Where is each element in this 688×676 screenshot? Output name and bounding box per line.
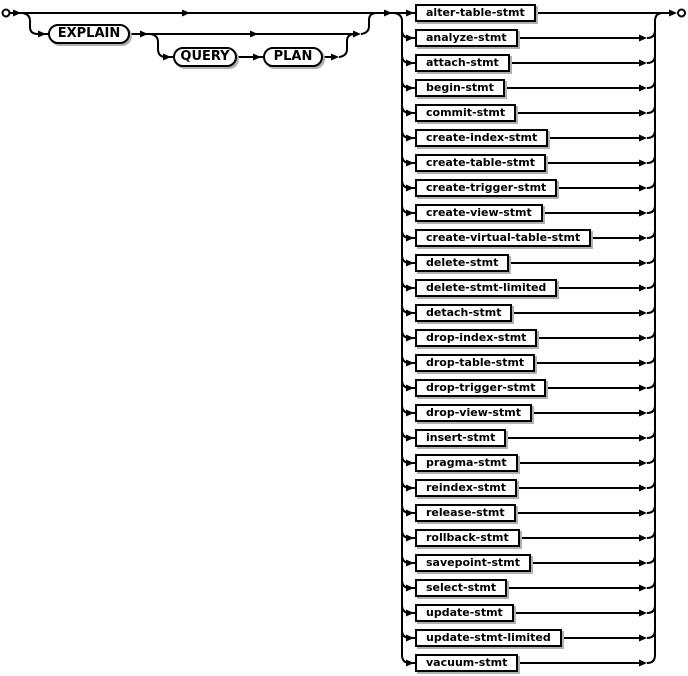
stmt-box-drop-trigger-stmt[interactable]: drop-trigger-stmt: [415, 379, 546, 397]
stmt-box-analyze-stmt[interactable]: analyze-stmt: [415, 29, 518, 47]
stmt-box-create-table-stmt[interactable]: create-table-stmt: [415, 154, 546, 172]
stmt-box-create-virtual-table-stmt[interactable]: create-virtual-table-stmt: [415, 229, 591, 247]
keyword-plan: PLAN: [263, 47, 323, 67]
stmt-box-update-stmt[interactable]: update-stmt: [415, 604, 514, 622]
stmt-box-create-trigger-stmt[interactable]: create-trigger-stmt: [415, 179, 557, 197]
stmt-box-rollback-stmt[interactable]: rollback-stmt: [415, 529, 520, 547]
stmt-box-release-stmt[interactable]: release-stmt: [415, 504, 516, 522]
stmt-box-alter-table-stmt[interactable]: alter-table-stmt: [415, 4, 536, 22]
stmt-box-reindex-stmt[interactable]: reindex-stmt: [415, 479, 517, 497]
keyword-query: QUERY: [173, 47, 237, 67]
stmt-box-drop-table-stmt[interactable]: drop-table-stmt: [415, 354, 535, 372]
stmt-box-pragma-stmt[interactable]: pragma-stmt: [415, 454, 518, 472]
stmt-box-detach-stmt[interactable]: detach-stmt: [415, 304, 512, 322]
stmt-box-commit-stmt[interactable]: commit-stmt: [415, 104, 516, 122]
stmt-box-delete-stmt-limited[interactable]: delete-stmt-limited: [415, 279, 557, 297]
stmt-box-drop-index-stmt[interactable]: drop-index-stmt: [415, 329, 537, 347]
stmt-box-select-stmt[interactable]: select-stmt: [415, 579, 507, 597]
stmt-box-attach-stmt[interactable]: attach-stmt: [415, 54, 510, 72]
stmt-box-begin-stmt[interactable]: begin-stmt: [415, 79, 505, 97]
stmt-box-savepoint-stmt[interactable]: savepoint-stmt: [415, 554, 531, 572]
stmt-box-insert-stmt[interactable]: insert-stmt: [415, 429, 506, 447]
stmt-box-create-index-stmt[interactable]: create-index-stmt: [415, 129, 548, 147]
stmt-box-drop-view-stmt[interactable]: drop-view-stmt: [415, 404, 532, 422]
stmt-box-vacuum-stmt[interactable]: vacuum-stmt: [415, 654, 518, 672]
stmt-box-delete-stmt[interactable]: delete-stmt: [415, 254, 509, 272]
stmt-box-update-stmt-limited[interactable]: update-stmt-limited: [415, 629, 562, 647]
keyword-explain: EXPLAIN: [48, 24, 130, 44]
stmt-box-create-view-stmt[interactable]: create-view-stmt: [415, 204, 543, 222]
